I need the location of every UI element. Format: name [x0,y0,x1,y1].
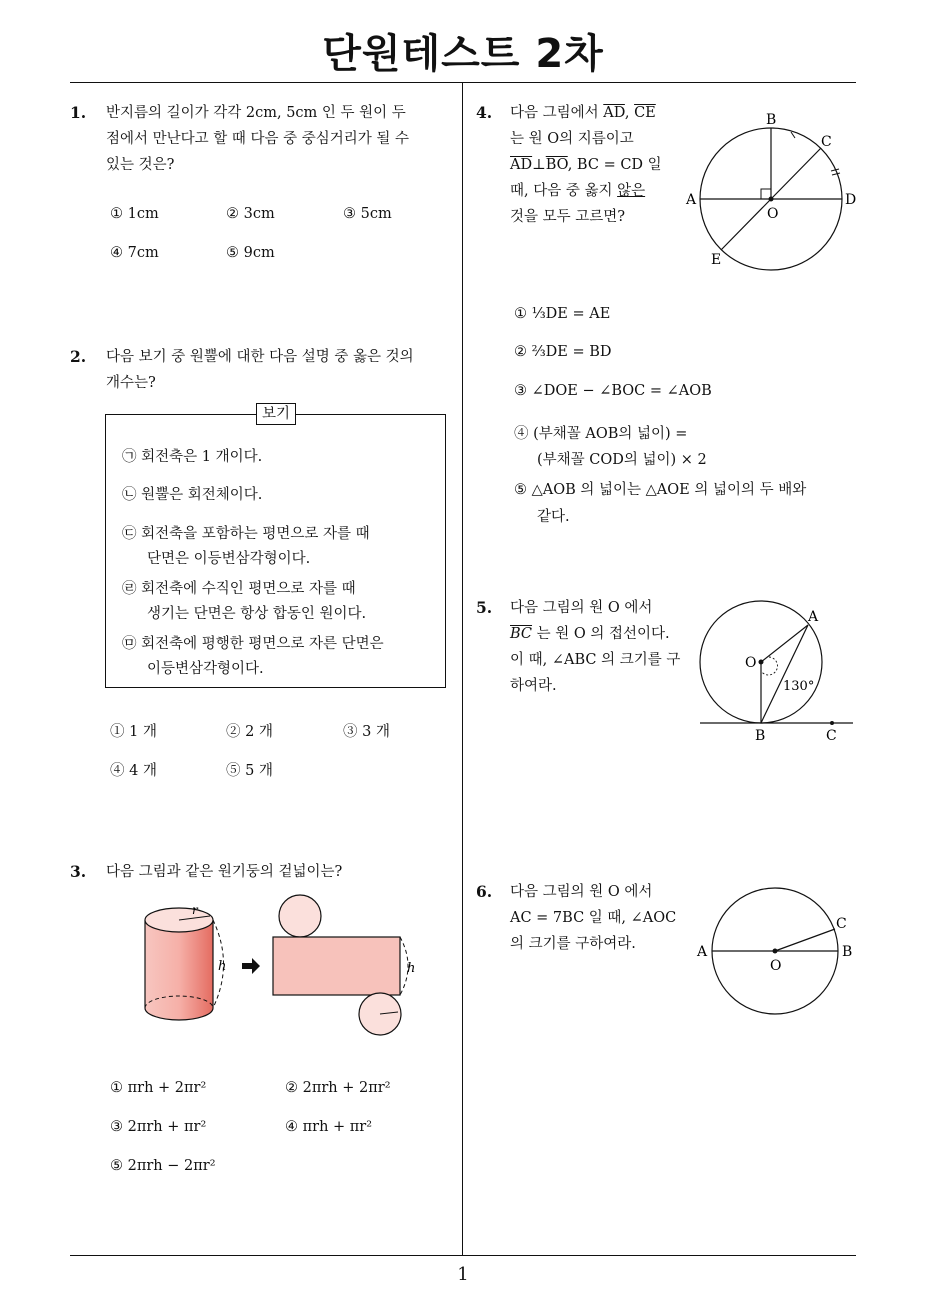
question-text: 다음 그림에서 $\overline{AD}$, $\overline{CE}$ 는 원 O의 지름이고 $\overline{AD}\perp\overline{BO}$, BC = CD 일 때, 다음 중 옳지 않은 것을 모두 고르면? [510,105,662,225]
question-number: 3. [70,862,87,881]
bogi-label: 보기 [256,403,296,425]
question-number: 4. [476,103,493,122]
svg-text:O: O [770,958,782,974]
cylinder-net-figure [130,890,430,1040]
option-2[interactable]: ② 3cm [226,206,275,222]
option-1[interactable]: ① πrh + 2πr² [110,1080,207,1096]
radius-label: r [192,903,198,917]
option-5-cont: 같다. [537,509,570,525]
option-3[interactable]: ③ ∠DOE − ∠BOC = ∠AOB [514,383,712,399]
svg-text:C: C [821,134,832,150]
question-number: 1. [70,103,87,122]
height-label: h [218,959,227,974]
option-5[interactable]: ⑤ 9cm [226,245,275,261]
question-text: 다음 그림의 원 O 에서 AC = 7BC 일 때, ∠AOC 의 크기를 구하여라. [510,884,677,952]
svg-text:C: C [826,728,837,744]
svg-text:E: E [711,252,722,268]
bogi-item: 이등변삼각형이다. [147,661,264,677]
option-5[interactable]: ⑤ 2πrh − 2πr² [110,1158,216,1174]
option-1[interactable]: ① 1cm [110,206,159,222]
column-divider [462,82,463,1256]
svg-text:B: B [755,728,766,744]
question-text: 반지름의 길이가 각각 2cm, 5cm 인 두 원이 두 점에서 만난다고 할 때 다음 중 중심거리가 될 수 있는 것은? [106,105,410,173]
question-text: 다음 보기 중 원뿔에 대한 다음 설명 중 옳은 것의 개수는? [106,349,414,391]
top-rule [70,82,856,83]
question-number: 2. [70,347,87,366]
option-4[interactable]: ④ πrh + πr² [285,1119,373,1135]
svg-text:A: A [697,944,708,960]
svg-text:O: O [745,655,757,671]
bogi-item: ㉡ 원뿔은 회전체이다. [122,487,263,503]
question-text: 다음 그림의 원 O 에서 $\overline{BC}$ 는 원 O 의 접선이다. 이 때, ∠ABC 의 크기를 구 하여라. [510,600,681,694]
bogi-item: ㉤ 회전축에 평행한 평면으로 자른 단면은 [122,636,384,652]
height-label: h [407,961,416,976]
option-4[interactable]: ④ 4 개 [110,763,157,779]
option-3[interactable]: ③ 3 개 [343,724,390,740]
option-3[interactable]: ③ 2πrh + πr² [110,1119,207,1135]
page-number: 1 [457,1264,469,1285]
svg-text:C: C [836,916,847,932]
bogi-item: ㉠ 회전축은 1 개이다. [122,449,263,465]
tangent-circle-figure [695,598,865,748]
option-2[interactable]: ② ⅔DE = BD [514,344,612,360]
circle-diameters-figure [680,108,865,273]
question-text: 다음 그림과 같은 원기둥의 겉넓이는? [106,864,343,880]
circle-diameter-figure [692,880,862,1020]
option-5[interactable]: ⑤ 5 개 [226,763,273,779]
question-number: 6. [476,882,493,901]
bogi-item: 생기는 단면은 항상 합동인 원이다. [147,606,367,622]
option-1[interactable]: ① 1 개 [110,724,157,740]
svg-text:O: O [767,206,779,222]
option-2[interactable]: ② 2πrh + 2πr² [285,1080,391,1096]
page-title: 단원테스트 2차 [322,31,604,77]
option-1[interactable]: ① ⅓DE = AE [514,306,611,322]
svg-text:130°: 130° [783,679,815,694]
bogi-item: 단면은 이등변삼각형이다. [147,551,311,567]
bogi-item: ㉢ 회전축을 포함하는 평면으로 자를 때 [122,526,370,542]
svg-text:B: B [766,112,777,128]
option-2[interactable]: ② 2 개 [226,724,273,740]
svg-text:A: A [686,192,697,208]
option-4[interactable]: ④ 7cm [110,245,159,261]
question-number: 5. [476,598,493,617]
svg-text:D: D [845,192,857,208]
bogi-item: ㉣ 회전축에 수직인 평면으로 자를 때 [122,581,356,597]
option-3[interactable]: ③ 5cm [343,206,392,222]
svg-text:B: B [842,944,853,960]
bottom-rule [70,1255,856,1256]
svg-text:A: A [808,609,819,625]
option-4-cont: (부채꼴 COD의 넓이) × 2 [537,452,707,468]
option-4[interactable]: ④ (부채꼴 AOB의 넓이) = [514,426,688,442]
option-5[interactable]: ⑤ △AOB 의 넓이는 △AOE 의 넓이의 두 배와 [514,482,807,498]
